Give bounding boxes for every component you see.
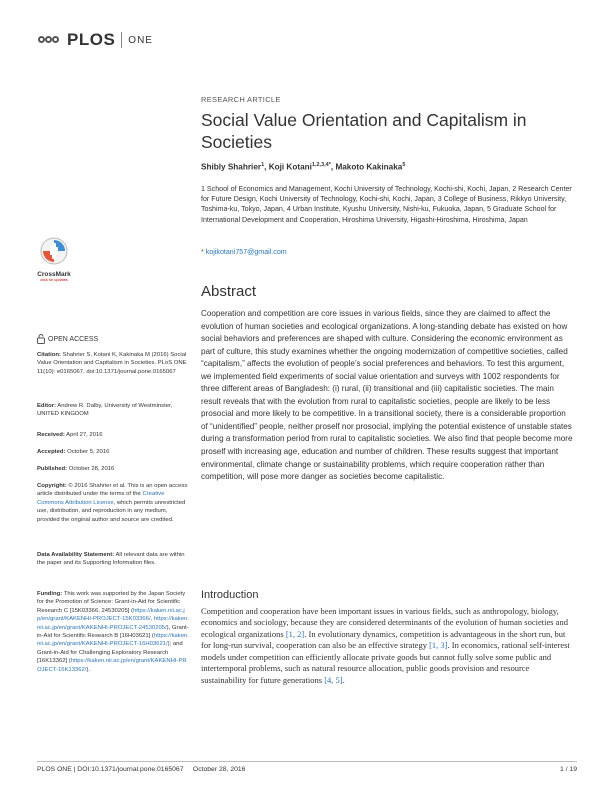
logo-divider bbox=[121, 32, 122, 48]
received-label: Received: bbox=[37, 432, 65, 438]
author-name[interactable]: Makoto Kakinaka bbox=[335, 162, 403, 172]
published-block bbox=[37, 465, 189, 473]
accepted-label: Accepted: bbox=[37, 449, 66, 455]
citation-label: Citation: bbox=[37, 352, 61, 358]
data-availability-label: Data Availability Statement: bbox=[37, 552, 115, 558]
copyright-text: © 2016 Shahrier et al. This is an open access article distributed under the terms of the bbox=[37, 483, 188, 498]
funding-link[interactable]: https://kaken.nii.ac.jp/en/grant/KAKENHI-PROJECT-15K03366/ bbox=[37, 607, 185, 623]
plos-logo-icon bbox=[38, 33, 64, 47]
crossmark-badge[interactable] bbox=[34, 236, 74, 282]
abstract-body bbox=[201, 308, 574, 484]
published-date: October 28, 2016 bbox=[68, 466, 115, 472]
accepted-block bbox=[37, 448, 189, 456]
editor-block bbox=[37, 402, 189, 419]
reference-link[interactable]: [1, 3] bbox=[429, 640, 448, 651]
author-name[interactable]: Koji Kotani bbox=[268, 162, 312, 172]
funding-link[interactable]: https://kaken.nii.ac.jp/en/grant/KAKENHI-PROJECT-24530205/ bbox=[37, 616, 189, 631]
author-name[interactable]: Shibly Shahrier bbox=[201, 162, 262, 172]
received-date: April 27, 2016 bbox=[66, 432, 103, 438]
funding-link[interactable]: https://kaken.nii.ac.jp/en/grant/KAKENHI-PROJECT-16K13362/ bbox=[37, 658, 187, 673]
crossmark-icon bbox=[39, 236, 69, 266]
affiliations: 1 School of Economics and Management, Kochi University of Technology, Kochi-shi, Kochi, Japan, 2 Research Center for Future Design, Kochi University of Technology, Kochi-shi, Kochi, Japan, 3 College of Business, Rikkyo University, Toshima-ku, Tokyo, Japan, 4 Urban Institute, Kyushu University, Nishi-ku, Fukuoka, Japan, 5 Graduate School for International Development and Cooperation, Hiroshima University, Higashi-Hiroshima, Hiroshima, Japan bbox=[201, 185, 572, 224]
corresponding-email bbox=[201, 248, 287, 256]
copyright-block bbox=[37, 482, 189, 524]
introduction-body bbox=[201, 606, 576, 686]
funding-label: Funding: bbox=[37, 591, 63, 597]
accepted-date: October 5, 2016 bbox=[67, 449, 110, 455]
published-label: Published: bbox=[37, 466, 68, 472]
copyright-label: Copyright: bbox=[37, 483, 67, 489]
plos-one-logo bbox=[38, 30, 153, 50]
author-list: Shibly Shahrier$^1$, Koji Kotani$^{1,2,3,4*}$, Makoto Kakinaka$^5$ bbox=[201, 162, 406, 172]
introduction-paragraph: Competition and cooperation have been important issues in various fields, such as anthropology, biology, economics and sociology, because they are considered determinants of the evolution of human societies and ecological organizations [1, 2]. In evolutionary dynamics, competition is advantageous in the short run, but for long-run survival, cooperation can also be an effective strategy [1, 3]. In economics, rational self-interest models under competition can efficiently allocate private goods but cannot fully solve some public and intertemporal problems, such as natural resource allocation, public goods provision and resource sustainability for future generations [4, 5]. bbox=[201, 606, 570, 685]
abstract-heading: Abstract bbox=[201, 283, 257, 300]
funding-block: Funding: This work was supported by the Japan Society for the Promotion of Science: Grant-in-Aid for Scientific Research C [15K03366, 24530205] (https://kaken.nii.ac.jp/en/grant/KAKENHI-PROJECT-15K03366/, https://kaken.nii.ac.jp/en/grant/KAKENHI-PROJECT-24530205/), Grant-in-Aid for Scientific Research B [16H03621] (https://kaken.nii.ac.jp/en/grant/KAKENHI-PROJECT-16H03621/); and Grant-in-Aid for Challenging Exploratory Research [16K13362] (https://kaken.nii.ac.jp/en/grant/KAKENHI-PROJECT-16K13362/). bbox=[37, 591, 189, 673]
editor-label: Editor: bbox=[37, 403, 56, 409]
reference-link[interactable]: [4, 5] bbox=[324, 674, 343, 685]
data-availability-text: All relevant data are within the paper and its Supporting Information files. bbox=[37, 552, 185, 567]
citation-text: Shahrier S, Kotani K, Kakinaka M (2016) Social Value Orientation and Capitalism in Societies. PLoS ONE 11(10): e0165067. doi:10.1371/journal.pone.0165067 bbox=[37, 352, 187, 375]
data-availability-block bbox=[37, 551, 189, 568]
abstract-text: Cooperation and competition are core issues in various fields, since they are claimed to affect the evolution of human societies and ecological organizations. A long-standing debate has existed on how social behaviors and preferences are shaped with culture. Considering the economic environment as part of culture, this study examines whether the ongoing modernization of competitive societies, called “capitalism,” affects the evolution of people’s social preferences and behaviors. To test this argument, we implemented field experiments of social value orientation and surveys with 1002 respondents for three different areas of Bangladesh: (i) rural, (ii) transitional and (iii) capitalistic societies. The main result reveals that with the evolution from rural to capitalistic societies, people are likely to be less prosocial and more likely to be competitive. In a transitional society, there is a considerable proportion of “unidentified” people, neither proself nor prosocial, implying the potential existence of unstable states during a transformation period from rural to capitalistic societies. We also find that people become more proself with increasing age, education and number of children. These results suggest that important environmental, climate change or sustainability problems, which require cooperation rather than competition, will pose more danger as societies become capitalistic. bbox=[201, 309, 573, 482]
open-lock-icon bbox=[37, 334, 45, 344]
crossmark-sub: click for updates bbox=[40, 278, 68, 282]
author-affil: 1 bbox=[261, 162, 265, 168]
funding-text: This work was supported by the Japan Society for the Promotion of Science: Grant-in-Aid for Scientific Research C [15K03366, 24530205] ( bbox=[37, 591, 186, 614]
citation-block bbox=[37, 351, 189, 376]
corresponding-mark: * bbox=[201, 248, 204, 256]
author-affil: 5 bbox=[402, 162, 406, 168]
crossmark-label: CrossMark bbox=[37, 271, 71, 278]
open-access-badge bbox=[37, 334, 98, 344]
editor-text: Andrew R. Dalby, University of Westminster, UNITED KINGDOM bbox=[37, 403, 173, 418]
journal-name: ONE bbox=[128, 34, 153, 46]
funding-link[interactable]: https://kaken.nii.ac.jp/en/grant/KAKENHI-PROJECT-16H03621/ bbox=[37, 633, 189, 648]
author-affil: 1,2,3,4* bbox=[311, 162, 331, 168]
page-number: 1 / 19 bbox=[559, 766, 577, 773]
introduction-heading: Introduction bbox=[201, 589, 259, 601]
email-link[interactable]: kojikotani757@gmail.com bbox=[205, 248, 287, 256]
footer-citation: PLOS ONE | DOI:10.1371/journal.pone.0165067 October 28, 2016 bbox=[37, 766, 246, 773]
footer-divider bbox=[37, 761, 577, 762]
article-title: Social Value Orientation and Capitalism in Societies bbox=[201, 110, 527, 152]
open-access-label: OPEN ACCESS bbox=[48, 335, 99, 343]
copyright-text-2: , which permits unrestricted use, distribution, and reproduction in any medium, provided the original author and source are credited. bbox=[37, 499, 186, 523]
license-link[interactable]: Creative Commons Attribution License bbox=[37, 491, 165, 506]
article-type: RESEARCH ARTICLE bbox=[201, 95, 281, 104]
received-block bbox=[37, 431, 189, 439]
reference-link[interactable]: [1, 2] bbox=[285, 628, 305, 639]
brand-name: PLOS bbox=[67, 30, 116, 49]
